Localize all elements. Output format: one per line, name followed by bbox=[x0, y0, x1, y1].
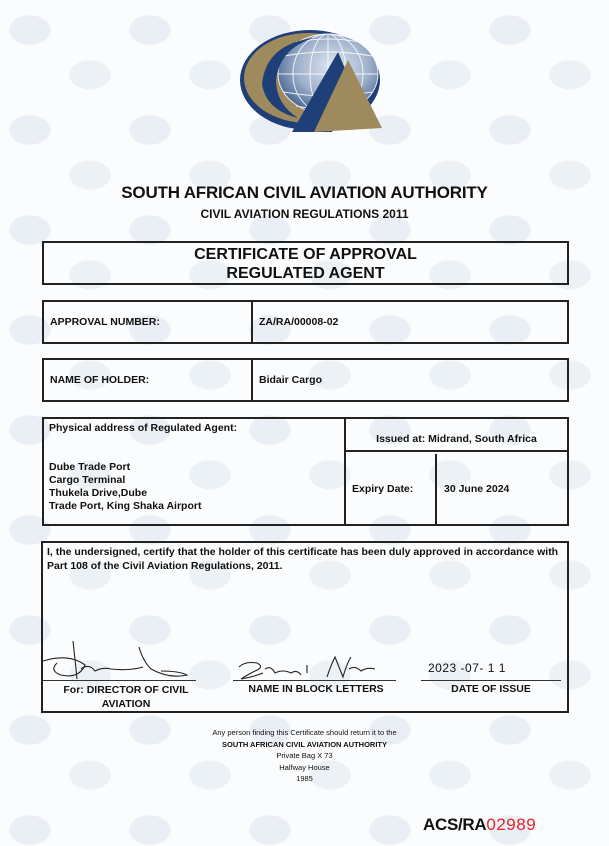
expiry-date-label: Expiry Date: bbox=[346, 454, 437, 524]
date-of-issue-value: 2023 -07- 1 1 bbox=[428, 661, 506, 675]
approval-number-label: APPROVAL NUMBER: bbox=[44, 302, 253, 342]
certificate-title: CERTIFICATE OF APPROVAL bbox=[194, 246, 417, 263]
holder-name-row bbox=[42, 358, 569, 402]
approval-number-value: ZA/RA/00008-02 bbox=[259, 316, 339, 328]
certificate-subtitle: REGULATED AGENT bbox=[226, 265, 385, 282]
sacaa-globe-logo-icon bbox=[236, 24, 384, 136]
address-heading: Physical address of Regulated Agent: bbox=[49, 422, 238, 434]
address-cell bbox=[44, 419, 346, 524]
certification-statement: I, the undersigned, certify that the holder of this certificate has been duly approved in accordance with Part 108 of the Civil Aviation Regulations, 2011. bbox=[47, 546, 559, 572]
name-in-block-letters-label: NAME IN BLOCK LETTERS bbox=[248, 683, 384, 695]
address-line: Dube Trade Port bbox=[49, 461, 131, 473]
sacaa-logo bbox=[236, 24, 384, 136]
address-section bbox=[42, 417, 569, 526]
date-of-issue-label: DATE OF ISSUE bbox=[451, 683, 531, 695]
certification-section bbox=[41, 541, 569, 713]
name-signature-line bbox=[233, 680, 396, 681]
certificate-serial bbox=[423, 815, 536, 835]
address-lines bbox=[49, 461, 201, 513]
director-signature-icon bbox=[39, 639, 199, 685]
director-signature-line bbox=[43, 680, 196, 681]
date-signature-line bbox=[421, 680, 561, 681]
holder-name-value: Bidair Cargo bbox=[259, 374, 323, 386]
holder-name-label: NAME OF HOLDER: bbox=[44, 360, 253, 400]
issued-at: Issued at: Midrand, South Africa bbox=[346, 419, 567, 452]
address-line: Thukela Drive,Dube bbox=[49, 487, 148, 499]
regulations-subtitle: CIVIL AVIATION REGULATIONS 2011 bbox=[200, 207, 409, 221]
serial-number: 02989 bbox=[486, 815, 537, 834]
certificate-title-box bbox=[42, 241, 569, 285]
address-line: Cargo Terminal bbox=[49, 474, 126, 486]
director-label: For: DIRECTOR OF CIVIL AVIATION bbox=[63, 684, 189, 710]
address-line: Trade Port, King Shaka Airport bbox=[49, 500, 202, 512]
return-instructions: Any person finding this Certificate should return it to the SOUTH AFRICAN CIVIL AVIATION AUTHORITY Private Bag X 73 Halfway House 1985 bbox=[212, 728, 397, 783]
organization-title: SOUTH AFRICAN CIVIL AVIATION AUTHORITY bbox=[121, 183, 488, 202]
expiry-date-value: 30 June 2024 bbox=[444, 483, 510, 495]
serial-prefix: ACS/RA bbox=[423, 815, 487, 834]
approval-number-row bbox=[42, 300, 569, 344]
